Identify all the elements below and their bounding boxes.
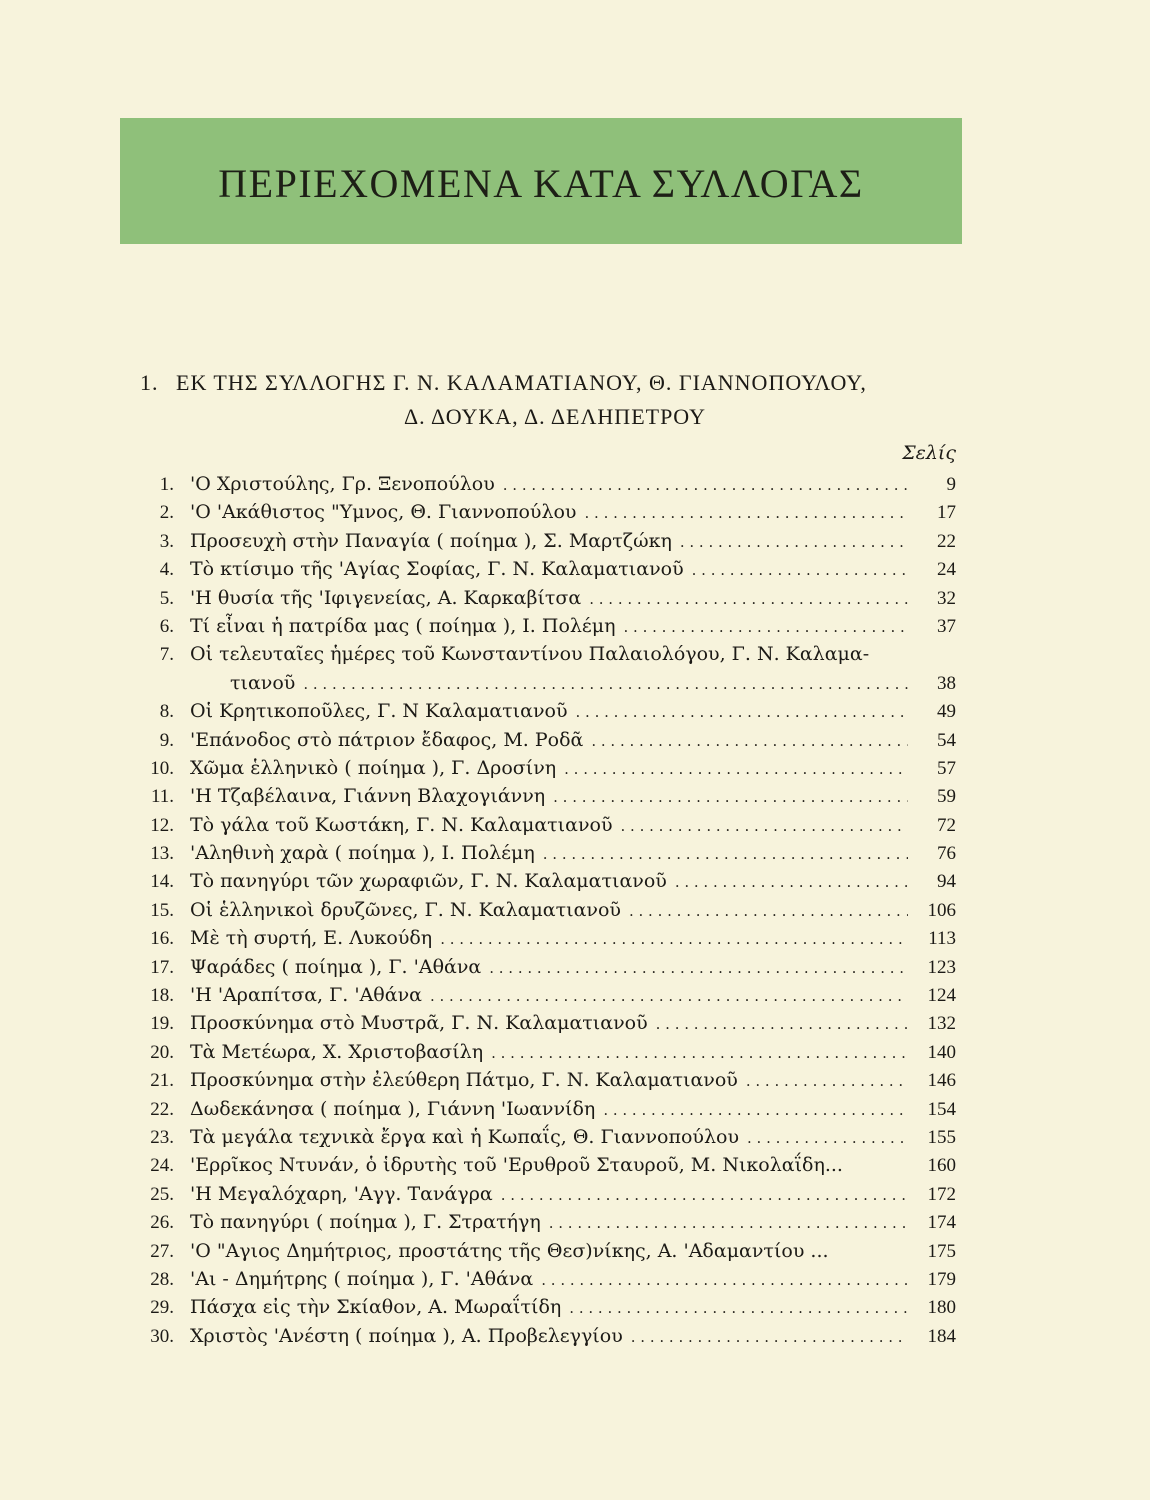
- toc-entry: [124, 498, 956, 526]
- entry-title: Τί εἶναι ἡ πατρίδα μας ( ποίημα ), Ι. Πολέμη: [190, 614, 616, 637]
- dot-leader: [541, 1266, 908, 1294]
- dot-leader: [624, 613, 909, 641]
- entry-title: Ψαράδες ( ποίημα ), Γ. 'Αθάνα: [190, 955, 482, 978]
- entry-page-number: 49: [937, 701, 956, 723]
- entry-page-number: 59: [937, 786, 956, 808]
- toc-entry: [124, 953, 956, 981]
- toc-entry: [124, 640, 956, 668]
- toc-entry: [124, 1066, 956, 1094]
- entry-title: Προσκύνημα στὴν ἐλεύθερη Πάτμο, Γ. Ν. Καλαματιανοῦ: [190, 1069, 738, 1092]
- entry-title: Τὰ Μετέωρα, Χ. Χριστοβασίλη: [190, 1040, 484, 1063]
- entry-page-number: 32: [937, 587, 956, 609]
- entry-number: 30.: [150, 1325, 174, 1347]
- entry-number: 3.: [159, 530, 174, 552]
- entry-number: 22.: [150, 1098, 174, 1120]
- entry-title: Δωδεκάνησα ( ποίημα ), Γιάννη 'Ιωαννίδη: [190, 1097, 596, 1120]
- dot-leader: [746, 1067, 908, 1095]
- entry-title: 'Η Τζαβέλαινα, Γιάννη Βλαχογιάννη: [190, 785, 546, 808]
- entry-number: 21.: [150, 1070, 174, 1092]
- entry-page-number: 22: [937, 530, 956, 552]
- entry-page-number: 175: [927, 1240, 956, 1262]
- section-heading-line-1: ΕΚ ΤΗΣ ΣΥΛΛΟΓΗΣ Γ. Ν. ΚΑΛΑΜΑΤΙΑΝΟΥ, Θ. ΓΙΑΝΝΟΠΟΥΛΟΥ,: [176, 370, 867, 395]
- entry-page-number: 146: [927, 1070, 956, 1092]
- entry-page-number: 154: [927, 1098, 956, 1120]
- entry-number: 20.: [150, 1041, 174, 1063]
- entry-title: τιανοῦ: [230, 671, 296, 694]
- entry-page-number: 38: [937, 672, 956, 694]
- entry-title: Τὸ κτίσιμο τῆς 'Αγίας Σοφίας, Γ. Ν. Καλαματιανοῦ: [190, 558, 684, 581]
- dot-leader: [491, 1039, 908, 1067]
- entry-number: 16.: [150, 928, 174, 950]
- dot-leader: [489, 954, 908, 982]
- entry-page-number: 179: [927, 1268, 956, 1290]
- toc-entry: [124, 584, 956, 612]
- dot-leader: [591, 727, 908, 755]
- toc-entry: [124, 1123, 956, 1151]
- entry-number: 19.: [150, 1013, 174, 1035]
- entry-title: Χῶμα ἑλληνικὸ ( ποίημα ), Γ. Δροσίνη: [190, 756, 557, 779]
- entry-page-number: 124: [927, 985, 956, 1007]
- entry-number: 29.: [150, 1297, 174, 1319]
- dot-leader: [747, 1124, 908, 1152]
- toc-entry: [124, 1009, 956, 1037]
- toc-entry: [124, 669, 956, 697]
- entry-number: 28.: [150, 1268, 174, 1290]
- entry-number: 14.: [150, 871, 174, 893]
- entry-title: 'Η Μεγαλόχαρη, 'Αγγ. Τανάγρα: [190, 1182, 493, 1205]
- section-number: 1.: [140, 370, 159, 395]
- entry-page-number: 9: [946, 474, 956, 495]
- dot-leader: [692, 556, 908, 584]
- toc-entry: [124, 754, 956, 782]
- entry-page-number: 37: [937, 615, 956, 637]
- toc-entry: [124, 1208, 956, 1236]
- pages-column-label: Σελίς: [902, 442, 956, 464]
- dot-leader: [503, 471, 908, 499]
- dot-leader: [501, 1181, 908, 1209]
- entry-title: Χριστὸς 'Ανέστη ( ποίημα ), Α. Προβελεγγίου: [190, 1324, 623, 1347]
- entry-page-number: 24: [937, 559, 956, 581]
- table-of-contents: [124, 470, 956, 1350]
- dot-leader: [603, 1096, 908, 1124]
- section-heading-line-2: Δ. ΔΟΥΚΑ, Δ. ΔΕΛΗΠΕΤΡΟΥ: [404, 404, 706, 429]
- dot-leader: [303, 670, 908, 698]
- dot-leader: [564, 755, 908, 783]
- entry-title: Πάσχα εἰς τὴν Σκίαθον, Α. Μωραΐτίδη: [190, 1296, 562, 1319]
- entry-title: Οἱ Κρητικοποῦλες, Γ. Ν Καλαματιανοῦ: [190, 700, 568, 723]
- entry-number: 5.: [159, 587, 174, 609]
- toc-entry: [124, 1180, 956, 1208]
- dot-leader: [543, 840, 908, 868]
- entry-number: 11.: [150, 786, 174, 808]
- entry-title: Οἱ τελευταῖες ἡμέρες τοῦ Κωνσταντίνου Παλαιολόγου, Γ. Ν. Καλαμα-: [190, 643, 870, 666]
- toc-entry: [124, 839, 956, 867]
- entry-number: 17.: [150, 956, 174, 978]
- toc-entry: [124, 981, 956, 1009]
- entry-page-number: 113: [928, 928, 956, 950]
- entry-page-number: 180: [927, 1297, 956, 1319]
- entry-title: 'Ο 'Ακάθιστος "Υμνος, Θ. Γιαννοπούλου: [190, 501, 577, 524]
- entry-number: 7.: [159, 644, 174, 666]
- entry-number: 13.: [150, 843, 174, 865]
- entry-page-number: 184: [927, 1325, 956, 1347]
- entry-title: Μὲ τὴ συρτή, Ε. Λυκούδη: [190, 927, 433, 950]
- dot-leader: [675, 868, 908, 896]
- page-title: ΠΕΡΙΕΧΟΜΕΝΑ ΚΑΤΑ ΣΥΛΛΟΓΑΣ: [218, 160, 864, 206]
- entry-title: Προσευχὴ στὴν Παναγία ( ποίημα ), Σ. Μαρτζώκη: [190, 529, 672, 552]
- dot-leader: [680, 528, 908, 556]
- toc-entry: [124, 726, 956, 754]
- toc-entry: [124, 697, 956, 725]
- entry-title: Οἱ ἑλληνικοὶ δρυζῶνες, Γ. Ν. Καλαματιανοῦ: [190, 898, 621, 921]
- entry-title: 'Αληθινὴ χαρὰ ( ποίημα ), Ι. Πολέμη: [190, 842, 535, 865]
- dot-leader: [631, 1323, 908, 1351]
- entry-page-number: 123: [927, 956, 956, 978]
- toc-entry: [124, 1293, 956, 1321]
- entry-title: 'Ο Χριστούλης, Γρ. Ξενοπούλου: [190, 473, 495, 495]
- toc-entry: [124, 470, 956, 498]
- toc-entry: [124, 782, 956, 810]
- toc-entry: [124, 1265, 956, 1293]
- entry-number: 9.: [159, 729, 174, 751]
- toc-entry: [124, 1237, 956, 1265]
- section-heading: [140, 366, 960, 434]
- entry-page-number: 57: [937, 757, 956, 779]
- dot-leader: [440, 925, 908, 953]
- toc-entry: [124, 867, 956, 895]
- toc-entry: [124, 1322, 956, 1350]
- entry-number: 2.: [159, 502, 174, 524]
- entry-page-number: 94: [937, 871, 956, 893]
- entry-number: 10.: [150, 757, 174, 779]
- entry-number: 12.: [150, 814, 174, 836]
- entry-page-number: 54: [937, 729, 956, 751]
- entry-number: 6.: [159, 615, 174, 637]
- entry-page-number: 76: [937, 843, 956, 865]
- entry-title: Τὸ πανηγύρι ( ποίημα ), Γ. Στρατήγη: [190, 1211, 541, 1234]
- entry-title: 'Η θυσία τῆς 'Ιφιγενείας, Α. Καρκαβίτσα: [190, 586, 582, 609]
- entry-page-number: 132: [927, 1013, 956, 1035]
- dot-leader: [621, 812, 909, 840]
- entry-page-number: 155: [927, 1126, 956, 1148]
- entry-number: 18.: [150, 985, 174, 1007]
- entry-number: 23.: [150, 1126, 174, 1148]
- dot-leader: [629, 897, 908, 925]
- dot-leader: [585, 499, 909, 527]
- entry-title: Προσκύνημα στὸ Μυστρᾶ, Γ. Ν. Καλαματιανοῦ: [190, 1012, 648, 1035]
- entry-number: 25.: [150, 1183, 174, 1205]
- toc-entry: [124, 896, 956, 924]
- entry-number: 27.: [150, 1240, 174, 1262]
- toc-entry: [124, 811, 956, 839]
- dot-leader: [589, 585, 908, 613]
- entry-number: 1.: [159, 474, 174, 495]
- dot-leader: [569, 1294, 908, 1322]
- toc-entry: [124, 924, 956, 952]
- entry-page-number: 172: [927, 1183, 956, 1205]
- entry-title: Τὸ πανηγύρι τῶν χωραφιῶν, Γ. Ν. Καλαματιανοῦ: [190, 870, 667, 893]
- entry-title: Τὰ μεγάλα τεχνικὰ ἔργα καὶ ἡ Κωπαΐς, Θ. Γιαννοπούλου: [190, 1125, 739, 1148]
- dot-leader: [549, 1209, 908, 1237]
- entry-number: 4.: [159, 559, 174, 581]
- toc-entry: [124, 1038, 956, 1066]
- entry-number: 26.: [150, 1212, 174, 1234]
- entry-page-number: 174: [927, 1212, 956, 1234]
- toc-entry: [124, 612, 956, 640]
- toc-entry: [124, 555, 956, 583]
- entry-title: 'Ο "Αγιος Δημήτριος, προστάτης τῆς Θεσ)νίκης, Α. 'Αδαμαντίου ...: [190, 1239, 829, 1262]
- entry-title: 'Η 'Αραπίτσα, Γ. 'Αθάνα: [190, 984, 422, 1007]
- entry-title: Τὸ γάλα τοῦ Κωστάκη, Γ. Ν. Καλαματιανοῦ: [190, 813, 613, 836]
- dot-leader: [656, 1010, 908, 1038]
- toc-entry: [124, 527, 956, 555]
- entry-page-number: 160: [927, 1155, 956, 1177]
- toc-entry: [124, 1151, 956, 1179]
- entry-page-number: 140: [927, 1041, 956, 1063]
- entry-title: 'Επάνοδος στὸ πάτριον ἔδαφος, Μ. Ροδᾶ: [190, 728, 584, 751]
- entry-number: 24.: [150, 1155, 174, 1177]
- dot-leader: [430, 982, 908, 1010]
- entry-title: 'Αι - Δημήτρης ( ποίημα ), Γ. 'Αθάνα: [190, 1267, 534, 1290]
- entry-title: 'Ερρῖκος Ντυνάν, ὁ ἱδρυτὴς τοῦ 'Ερυθροῦ Σταυροῦ, Μ. Νικολαΐδη...: [190, 1154, 843, 1177]
- title-banner: [120, 118, 962, 244]
- entry-number: 8.: [159, 701, 174, 723]
- entry-number: 15.: [150, 899, 174, 921]
- dot-leader: [553, 783, 908, 811]
- toc-entry: [124, 1095, 956, 1123]
- entry-page-number: 72: [937, 814, 956, 836]
- dot-leader: [576, 698, 908, 726]
- entry-page-number: 17: [937, 502, 956, 524]
- entry-page-number: 106: [927, 899, 956, 921]
